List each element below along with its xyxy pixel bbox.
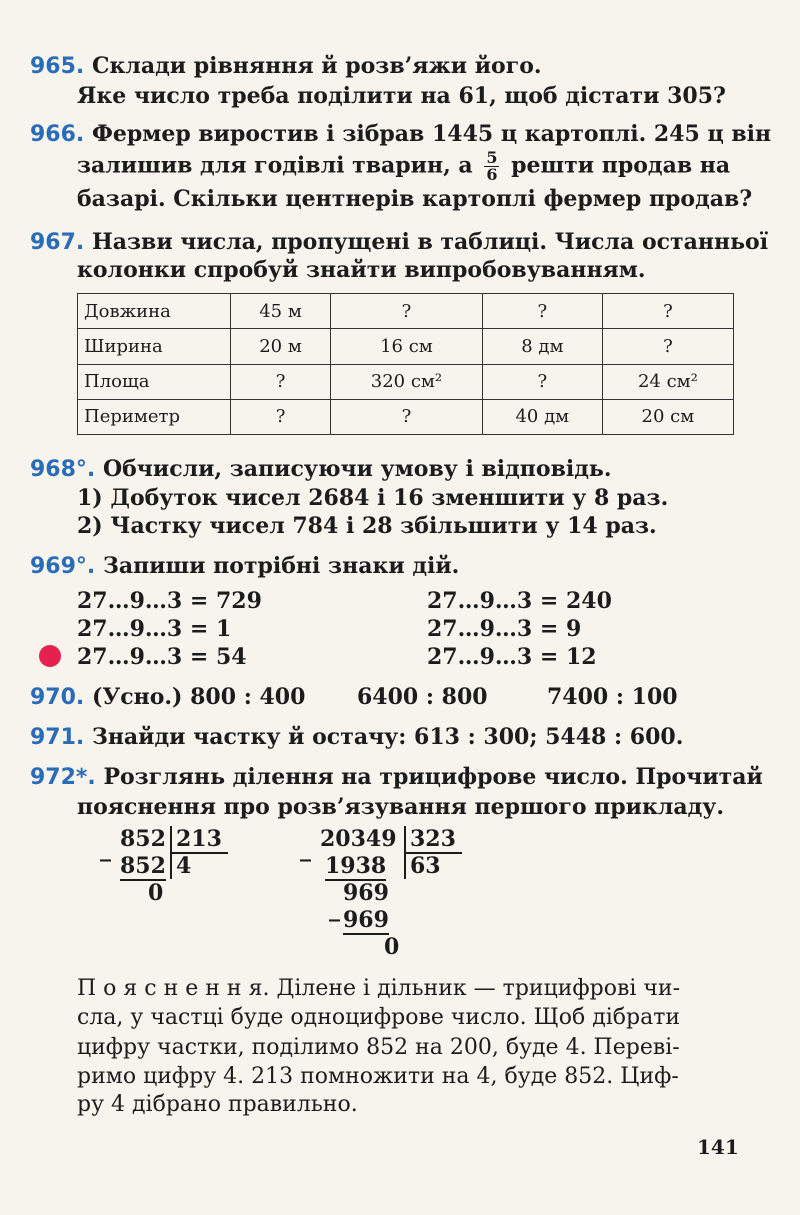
exercise-968-item1: 1) Добуток чисел 2684 і 16 зменшити у 8 раз. bbox=[77, 485, 669, 511]
table-cell: ? bbox=[602, 329, 733, 364]
explanation-line: сла, у частці буде одноцифрове число. Щоб дібрати bbox=[77, 1005, 681, 1030]
row-label: Площа bbox=[78, 364, 231, 399]
equation: 27…9…3 = 9 bbox=[427, 616, 582, 642]
table-cell: ? bbox=[482, 294, 602, 329]
expression: 6400 : 800 bbox=[357, 684, 488, 710]
table-cell: ? bbox=[602, 294, 733, 329]
divisor: 213 bbox=[170, 826, 228, 854]
exercise-971 bbox=[30, 723, 683, 752]
subtrahend: 969 bbox=[343, 907, 389, 933]
dividend: 852 bbox=[120, 826, 166, 852]
table-row bbox=[78, 329, 734, 364]
explanation-line: ру 4 дібрано правильно. bbox=[77, 1092, 358, 1117]
table-cell: 16 см bbox=[331, 329, 483, 364]
quotient: 4 bbox=[170, 853, 191, 879]
exercise-number: 968°. bbox=[30, 457, 96, 482]
table-cell: 45 м bbox=[231, 294, 331, 329]
exercise-number: 966. bbox=[30, 122, 85, 147]
exercise-970 bbox=[30, 683, 305, 712]
equation: 27…9…3 = 12 bbox=[427, 644, 597, 670]
exercise-text: Назви числа, пропущені в таблиці. Числа останньої bbox=[91, 229, 769, 255]
quotient: 63 bbox=[404, 853, 441, 879]
red-dot-marker bbox=[39, 645, 61, 667]
exercise-text: Розглянь ділення на трицифрове число. Прочитай bbox=[103, 764, 763, 790]
row-label: Периметр bbox=[78, 399, 231, 434]
row-label: Ширина bbox=[78, 329, 231, 364]
dimensions-table bbox=[77, 293, 734, 435]
partial-remainder: 969 bbox=[343, 880, 389, 906]
table-cell: ? bbox=[231, 399, 331, 434]
equation: 27…9…3 = 1 bbox=[77, 616, 232, 642]
exercise-968 bbox=[30, 455, 611, 484]
fraction bbox=[484, 150, 499, 183]
exercise-text: Склади рівняння й розв’яжи його. bbox=[91, 53, 542, 79]
exercise-966-line2 bbox=[77, 150, 730, 183]
exercise-969 bbox=[30, 552, 459, 581]
exercise-965-line2: Яке число треба поділити на 61, щоб дістати 305? bbox=[77, 83, 726, 109]
equation: 27…9…3 = 54 bbox=[77, 644, 247, 670]
exercise-number: 970. bbox=[30, 685, 85, 710]
explanation-line: цифру частки, поділимо 852 на 200, буде 4. Переві- bbox=[77, 1035, 680, 1060]
exercise-text: Обчисли, записуючи умову і відповідь. bbox=[102, 456, 612, 482]
equation: 27…9…3 = 240 bbox=[427, 588, 612, 614]
table-row bbox=[78, 364, 734, 399]
row-label: Довжина bbox=[78, 294, 231, 329]
exercise-text: Знайди частку й остачу: 613 : 300; 5448 : 600. bbox=[91, 724, 684, 750]
exercise-966 bbox=[30, 120, 771, 149]
exercise-number: 971. bbox=[30, 725, 85, 750]
exercise-966-line3: базарі. Скільки центнерів картоплі фермер продав? bbox=[77, 186, 753, 212]
table-cell: 320 см² bbox=[331, 364, 483, 399]
table-cell: ? bbox=[231, 364, 331, 399]
exercise-text: Запиши потрібні знаки дій. bbox=[102, 553, 460, 579]
table-cell: ? bbox=[482, 364, 602, 399]
exercise-967-line2: колонки спробуй знайти випробовуванням. bbox=[77, 257, 646, 283]
text-part: залишив для годівлі тварин, а bbox=[77, 152, 473, 179]
exercise-number: 967. bbox=[30, 230, 85, 255]
exercise-965 bbox=[30, 52, 542, 81]
explanation-line: римо цифру 4. 213 помножити на 4, буде 852. Циф- bbox=[77, 1064, 679, 1089]
minus-sign: _ bbox=[100, 836, 111, 862]
divisor: 323 bbox=[404, 826, 462, 854]
table-cell: 24 см² bbox=[602, 364, 733, 399]
table-cell: 8 дм bbox=[482, 329, 602, 364]
explanation-line: П о я с н е н н я. Ділене і дільник — трицифрові чи- bbox=[77, 976, 681, 1001]
exercise-number: 965. bbox=[30, 54, 85, 79]
minus-sign: _ bbox=[329, 896, 340, 922]
exercise-972 bbox=[30, 763, 763, 792]
page-number: 141 bbox=[697, 1135, 739, 1159]
exercise-968-item2: 2) Частку чисел 784 і 28 збільшити у 14 раз. bbox=[77, 513, 657, 539]
exercise-text: (Усно.) 800 : 400 bbox=[91, 684, 306, 710]
text-part: решти продав на bbox=[511, 152, 731, 179]
subtrahend: 852 bbox=[120, 853, 166, 879]
table-cell: ? bbox=[331, 399, 483, 434]
table-cell: ? bbox=[331, 294, 483, 329]
minus-sign: _ bbox=[300, 836, 311, 862]
remainder: 0 bbox=[148, 880, 164, 906]
table-row bbox=[78, 399, 734, 434]
exercise-number: 969°. bbox=[30, 554, 96, 579]
expression: 7400 : 100 bbox=[547, 684, 678, 710]
table-cell: 20 м bbox=[231, 329, 331, 364]
exercise-967 bbox=[30, 228, 768, 257]
exercise-text: Фермер виростив і зібрав 1445 ц картоплі. 245 ц він bbox=[91, 121, 772, 147]
table-cell: 40 дм bbox=[482, 399, 602, 434]
dividend: 20349 bbox=[320, 826, 397, 852]
subtrahend: 1938 bbox=[325, 853, 387, 879]
denominator: 6 bbox=[486, 165, 498, 184]
remainder: 0 bbox=[384, 934, 400, 960]
table-row bbox=[78, 294, 734, 329]
exercise-number: 972*. bbox=[30, 765, 96, 790]
table-cell: 20 см bbox=[602, 399, 733, 434]
exercise-972-line2: пояснення про розв’язування першого прикладу. bbox=[77, 794, 725, 820]
equation: 27…9…3 = 729 bbox=[77, 588, 262, 614]
numerator: 5 bbox=[486, 148, 498, 167]
